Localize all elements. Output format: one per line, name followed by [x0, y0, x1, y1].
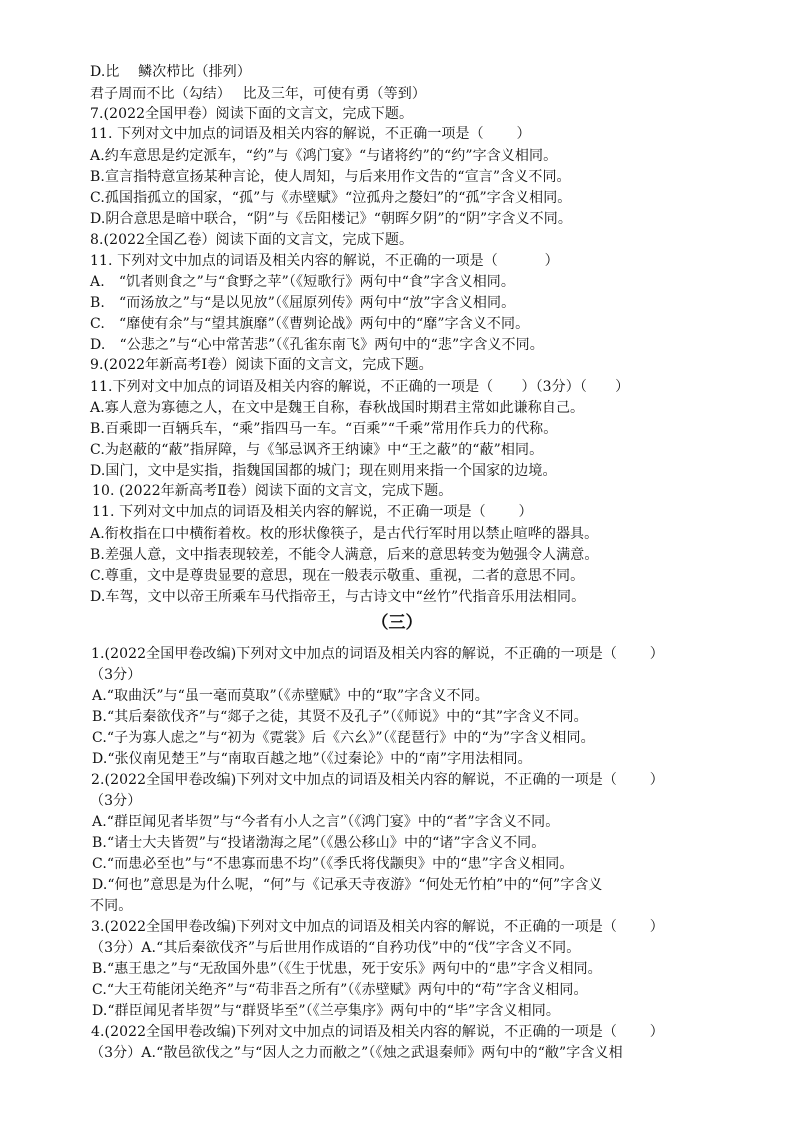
section-heading: （三）	[371, 613, 423, 633]
question-2-option-a: A.“群臣闻见者毕贺”与“今者有小人之言”（《鸿门宴》中的“者”字含义不同。	[92, 814, 560, 830]
question-7-option-d: D.阴合意思是暗中联合，“阴”与《岳阳楼记》“朝晖夕阴”的“阴”字含义不同。	[90, 211, 572, 227]
question-8-option-a: A. “饥者则食之”与“食野之苹”（《短歌行》两句中“食”字含义相同。	[90, 274, 516, 290]
question-1-option-b: B.“其后秦欲伐齐”与“郯子之徒，其贤不及孔子”（《师说》中的“其”字含义不同。	[92, 709, 588, 725]
question-2-score: （3分）	[90, 793, 142, 809]
question-8-option-c: C. “靡使有余”与“望其旗靡”（《曹刿论战》两句中的“靡”字含义不同。	[90, 316, 530, 332]
question-2-option-b: B.“诸士大夫皆贺”与“投诸渤海之尾”（《愚公移山》中的“诸”字含义不同。	[92, 835, 546, 851]
option-d-line: D.比 鳞次栉比（排列）	[90, 64, 251, 80]
question-10-stem: 11. 下列对文中加点的词语及相关内容的解说，不正确一项是（ ）	[92, 504, 533, 520]
question-9-intro: 9.(2022年新高考Ⅰ卷）阅读下面的文言文，完成下题。	[90, 357, 433, 373]
question-9-stem: 11.下列对文中加点的词语及相关内容的解说，不正确的一项是（ ）（3分）（ ）	[90, 379, 630, 395]
question-3-option-b: B.“惠王患之”与“无敌国外患”（《生于忧患，死于安乐》两句中的“患”字含义相同。	[92, 961, 602, 977]
question-1-option-c: C.“子为寡人虑之”与“初为《霓裳》后《六幺》”（《琵琶行》中的“为”字含义相同。	[92, 730, 595, 746]
question-1-option-a: A.“取曲沃”与“虽一毫而莫取”（《赤壁赋》中的“取”字含义不同。	[92, 688, 489, 704]
question-9-option-b: B.百乘即一百辆兵车，“乘”指四马一车。“百乘”“千乘”常用作兵力的代称。	[90, 421, 558, 437]
question-9-option-d: D.国门，文中是实指，指魏国国都的城门；现在则用来指一个国家的边境。	[90, 463, 557, 479]
question-9-option-a: A.寡人意为寡德之人，在文中是魏王自称，春秋战国时期君主常如此谦称自己。	[90, 400, 585, 416]
question-10-option-b: B.差强人意，文中指表现较差，不能令人满意，后来的意思转变为勉强令人满意。	[90, 547, 599, 563]
question-2-option-d-continued: 不同。	[90, 898, 133, 914]
question-7-option-a: A.约车意思是约定派车，“约”与《鸿门宴》“与诸将约”的“约”字含义相同。	[90, 148, 558, 164]
question-9-option-c: C.为赵蔽的“蔽”指屏障，与《邹忌讽齐王纳谏》中“王之蔽”的“蔽”相同。	[90, 442, 544, 458]
question-3-option-d: D.“群臣闻见者毕贺”与“群贤毕至”（《兰亭集序》两句中的“毕”字含义相同。	[92, 1003, 560, 1019]
question-7-stem: 11. 下列对文中加点的词语及相关内容的解说，不正确一项是（ ）	[90, 126, 531, 142]
option-d-examples: 君子周而不比（勾结） 比及三年，可使有勇（等到）	[90, 86, 426, 102]
question-3-option-a: （3分）A.“其后秦欲伐齐”与后世用作成语的“自矜功伐”中的“伐”字含义不同。	[90, 940, 581, 956]
question-7-option-b: B.宣言指特意宣扬某种言论，使人周知，与后来用作文告的“宣言”含义不同。	[90, 169, 571, 185]
question-10-intro: 10. (2022年新高考Ⅱ卷）阅读下面的文言文，完成下题。	[92, 483, 453, 499]
question-3-stem: 3.(2022全国甲卷改编)下列对文中加点的词语及相关内容的解说，不正确的一项是（ ）	[91, 919, 664, 935]
question-2-stem: 2.(2022全国甲卷改编)下列对文中加点的词语及相关内容的解说，不正确的一项是（ ）	[91, 772, 664, 788]
question-8-intro: 8.(2022全国乙卷）阅读下面的文言文，完成下题。	[90, 232, 414, 248]
question-7-option-c: C.孤国指孤立的国家，“孤”与《赤壁赋》“泣孤舟之嫠妇”的“孤”字含义相同。	[90, 190, 572, 206]
question-3-option-c: C.“大王苟能闭关绝齐”与“苟非吾之所有”（《赤壁赋》两句中的“苟”字含义相同。	[92, 982, 588, 998]
question-4-option-a: （3分）A.“散邑欲伐之”与“因人之力而敝之”（《烛之武退秦师》两句中的“敝”字含义相	[90, 1045, 623, 1061]
question-10-option-c: C.尊重，文中是尊贵显要的意思，现在一般表示敬重、重视，二者的意思不同。	[90, 568, 585, 584]
question-1-score: （3分）	[90, 667, 142, 683]
question-1-stem: 1.(2022全国甲卷改编)下列对文中加点的词语及相关内容的解说，不正确的一项是（ ）	[91, 646, 664, 662]
question-8-option-b: B. “而汤放之”与“是以见放”（《屈原列传》两句中“放”字含义相同。	[90, 295, 516, 311]
question-7-intro: 7.(2022全国甲卷）阅读下面的文言文，完成下题。	[90, 106, 414, 122]
question-8-stem: 11. 下列对文中加点的词语及相关内容的解说，不正确的一项是（ ）	[90, 253, 559, 269]
question-10-option-a: A.衔枚指在口中横衔着枚。枚的形状像筷子，是古代行军时用以禁止喧哗的器具。	[90, 526, 599, 542]
question-10-option-d: D.车驾，文中以帝王所乘车马代指帝王，与古诗文中“丝竹”代指音乐用法相同。	[90, 589, 586, 605]
question-4-stem: 4.(2022全国甲卷改编)下列对文中加点的词语及相关内容的解说，不正确的一项是（ ）	[91, 1024, 664, 1040]
question-8-option-d: D. “公悲之”与“心中常苦悲”（《孔雀东南飞》两句中的“悲”字含义不同。	[90, 337, 544, 353]
question-1-option-d: D.“张仪南见楚王”与“南取百越之地”（《过秦论》中的“南”字用法相同。	[92, 751, 532, 767]
question-2-option-d: D.“何也”意思是为什么呢，“何”与《记承天寺夜游》“何处无竹柏”中的“何”字含义	[92, 877, 603, 893]
question-2-option-c: C.“而患必至也”与“不患寡而患不均”（《季氏将伐颛臾》中的“患”字含义相同。	[92, 856, 574, 872]
